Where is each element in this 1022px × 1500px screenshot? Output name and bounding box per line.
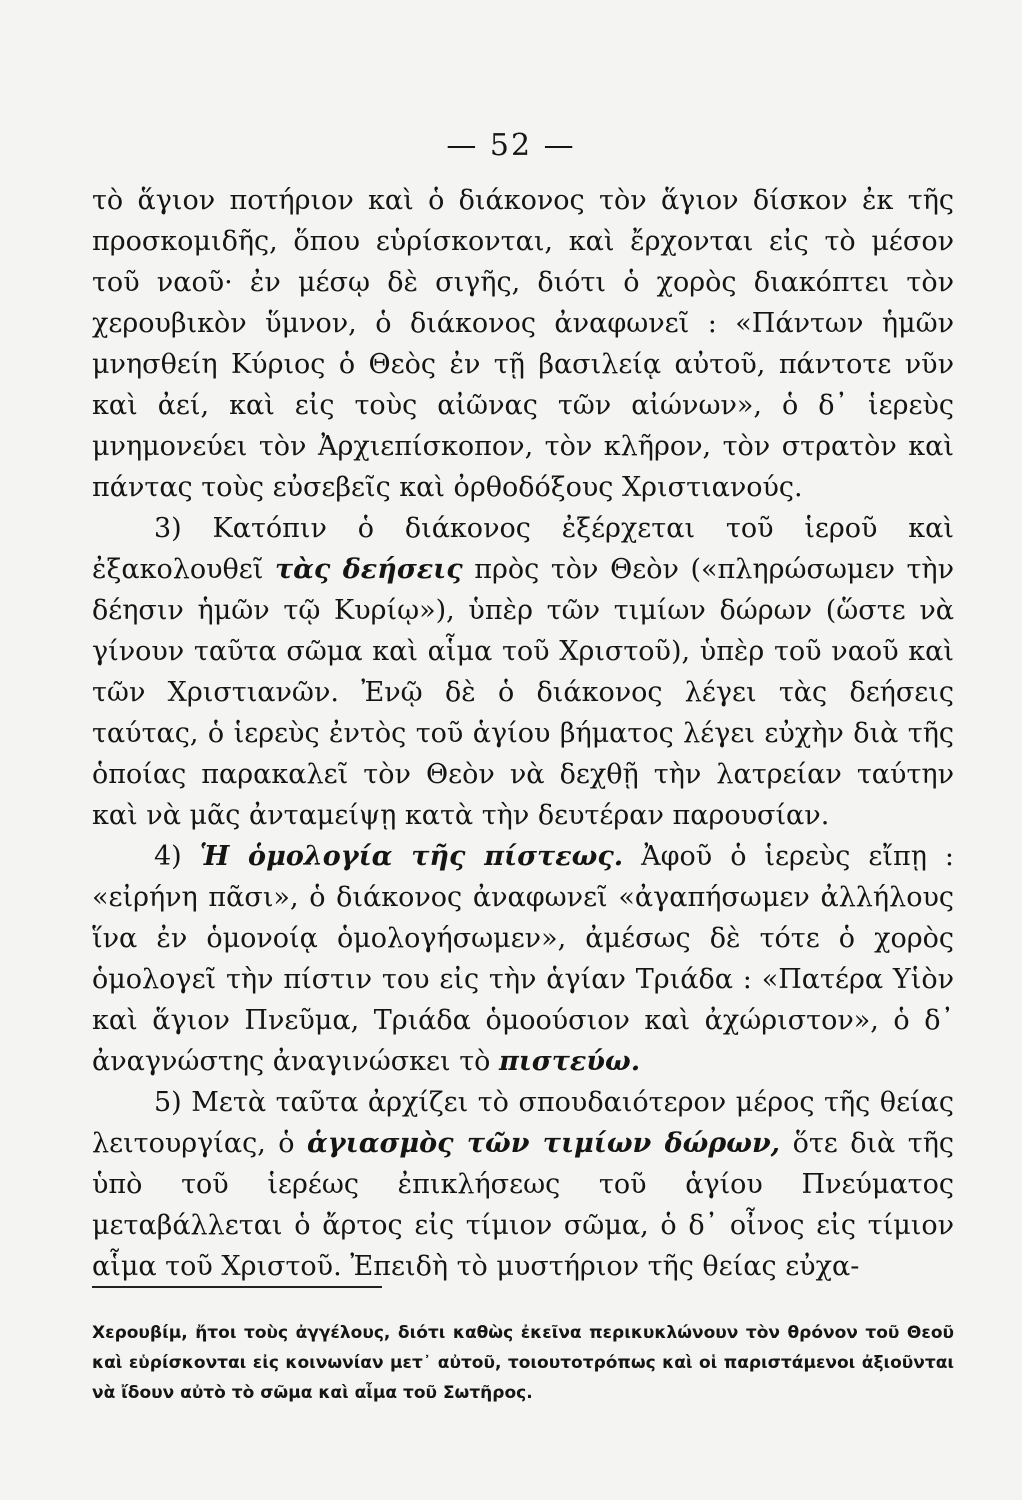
paragraph-4-before: 5) Μετὰ ταῦτα ἀρχίζει τὸ σπουδαιότερον μέρος τῆς θείας λειτουργίας, ὁ (92, 1087, 954, 1159)
paragraph-3-before: 4) (154, 841, 200, 872)
body-text (92, 180, 954, 1287)
paragraph-4-emphasis: ἁγιασμὸς τῶν τιμίων δώρων, (307, 1128, 781, 1159)
paragraph-3-emphasis: Ἡ ὁμολογία τῆς πίστεως. (199, 841, 624, 872)
paragraph-3-middle: Ἀφοῦ ὁ ἱερεὺς εἴπῃ : «εἰρήνη πᾶσι», ὁ διάκονος ἀναφωνεῖ «ἀγαπήσωμεν ἀλλήλους ἵνα ἐν ὁμονοίᾳ ὁμολογήσωμεν», ἀμέσως δὲ τότε ὁ χορὸς ὁμολογεῖ τὴν πίστιν του εἰς τὴν ἁγίαν Τριάδα : «Πατέρα Υἱὸν καὶ ἅγιον Πνεῦμα, Τριάδα ὁμοούσιον καὶ ἀχώριστον», ὁ δ᾽ ἀναγνώστης ἀναγινώσκει τὸ (92, 841, 954, 1077)
paragraph-4-creed (92, 836, 954, 1082)
paragraph-2-before: 3) Κατόπιν ὁ διάκονος ἐξέρχεται τοῦ ἱεροῦ καὶ ἐξακολουθεῖ (92, 513, 954, 585)
paragraph-3-petitions (92, 508, 954, 836)
paragraph-3-emphasis-2: πιστεύω. (498, 1046, 641, 1077)
paragraph-1-text: τὸ ἅγιον ποτήριον καὶ ὁ διάκονος τὸν ἅγιον δίσκον ἐκ τῆς προσκομιδῆς, ὅπου εὑρίσκονται, καὶ ἔρχονται εἰς τὸ μέσον τοῦ ναοῦ· ἐν μέσῳ δὲ σιγῆς, διότι ὁ χορὸς διακόπτει τὸν χερουβικὸν ὕμνον, ὁ διάκονος ἀναφωνεῖ : «Πάντων ἡμῶν μνησθείη Κύριος ὁ Θεὸς ἐν τῇ βασιλείᾳ αὐτοῦ, πάντοτε νῦν καὶ ἀεί, καὶ εἰς τοὺς αἰῶνας τῶν αἰώνων», ὁ δ᾽ ἱερεὺς μνημονεύει τὸν Ἀρχιεπίσκοπον, τὸν κλῆρον, τὸν στρατὸν καὶ πάντας τοὺς εὐσεβεῖς καὶ ὀρθοδόξους Χριστιανούς. (92, 185, 954, 503)
footnote-text: Χερουβίμ, ἤτοι τοὺς ἀγγέλους, διότι καθὼς ἐκεῖνα περικυκλώνουν τὸν θρόνον τοῦ Θεοῦ καὶ εὑρίσκονται εἰς κοινωνίαν μετ᾽ αὐτοῦ, τοιουτοτρόπως καὶ οἱ παριστάμενοι ἀξιοῦνται νὰ ἴδουν αὐτὸ τὸ σῶμα καὶ αἷμα τοῦ Σωτῆρος. (92, 1323, 954, 1403)
page-number: — 52 — (446, 128, 576, 163)
paragraph-2-after: πρὸς τὸν Θεὸν («πληρώσωμεν τὴν δέησιν ἡμῶν τῷ Κυρίῳ»), ὑπὲρ τῶν τιμίων δώρων (ὥστε νὰ γίνουν ταῦτα σῶμα καὶ αἷμα τοῦ Χριστοῦ), ὑπὲρ τοῦ ναοῦ καὶ τῶν Χριστιανῶν. Ἐνῷ δὲ ὁ διάκονος λέγει τὰς δεήσεις ταύτας, ὁ ἱερεὺς ἐντὸς τοῦ ἁγίου βήματος λέγει εὐχὴν διὰ τῆς ὁποίας παρακαλεῖ τὸν Θεὸν νὰ δεχθῇ τὴν λατρείαν ταύτην καὶ νὰ μᾶς ἀνταμείψῃ κατὰ τὴν δευτέραν παρουσίαν. (92, 554, 954, 831)
paragraph-1 (92, 180, 954, 508)
footnote (92, 1318, 954, 1408)
paragraph-2-emphasis: τὰς δεήσεις (274, 554, 463, 585)
paragraph-5-consecration (92, 1082, 954, 1287)
paragraph-4-after: ὅτε διὰ τῆς ὑπὸ τοῦ ἱερέως ἐπικλήσεως τοῦ ἁγίου Πνεύματος μεταβάλλεται ὁ ἄρτος εἰς τίμιον σῶμα, ὁ δ᾽ οἶνος εἰς τίμιον αἷμα τοῦ Χριστοῦ. Ἐπειδὴ τὸ μυστήριον τῆς θείας εὐχα- (92, 1128, 954, 1282)
footnote-divider (92, 1286, 382, 1288)
